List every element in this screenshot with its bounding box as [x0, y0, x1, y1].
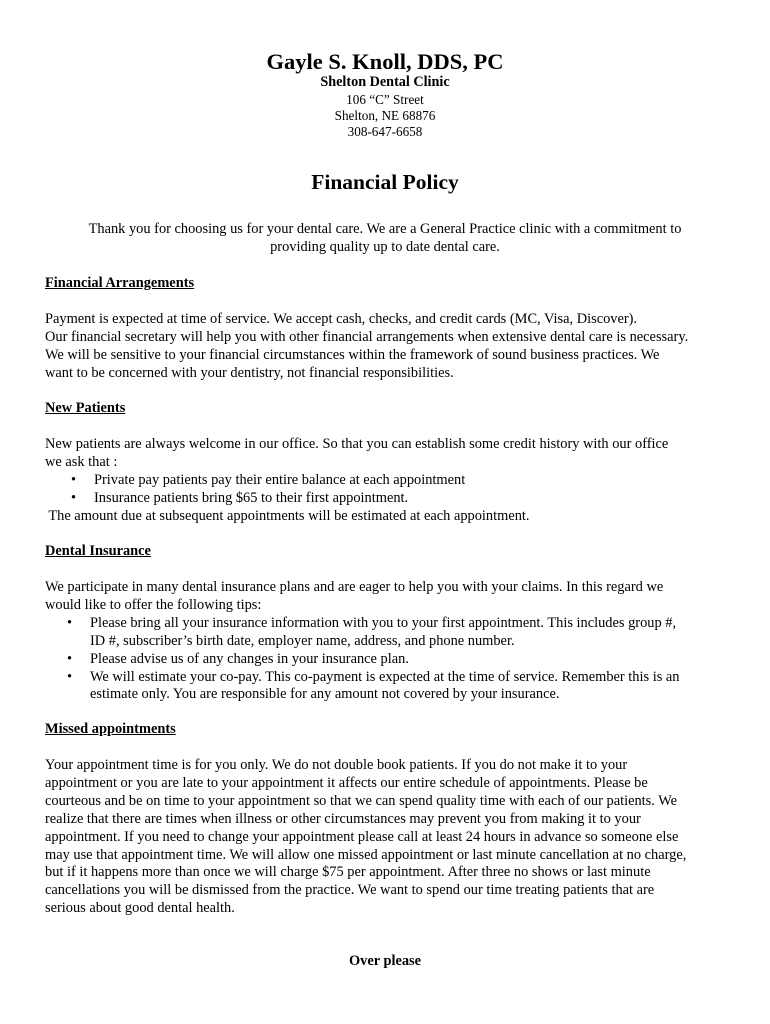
- paragraph-line: New patients are always welcome in our office. So that you can establish some credit history with our office: [45, 436, 669, 452]
- policy-title: Financial Policy: [311, 170, 459, 194]
- bullet-icon: •: [67, 668, 73, 685]
- clinic-name: Shelton Dental Clinic: [320, 74, 450, 90]
- paragraph-line: may use that appointment time. We will allow one missed appointment or last minute cancellation at no charge,: [45, 846, 687, 863]
- paragraph-line: want to be concerned with your dentistry, not financial responsibilities.: [45, 364, 454, 381]
- paragraph-line: We will be sensitive to your financial circumstances within the framework of sound business practices. We: [45, 346, 660, 363]
- city-address: Shelton, NE 68876: [334, 108, 436, 123]
- list-item: [45, 490, 735, 508]
- insurance-paragraph: [45, 579, 735, 704]
- list-item-text: ID #, subscriber’s birth date, employer name, address, and phone number.: [90, 632, 515, 649]
- bullet-icon: •: [71, 471, 77, 488]
- doctor-name: Gayle S. Knoll, DDS, PC: [266, 49, 504, 74]
- list-item: [45, 651, 735, 669]
- new-patients-paragraph: [45, 436, 735, 526]
- paragraph-line: would like to offer the following tips:: [45, 596, 262, 613]
- financial-paragraph: [45, 311, 735, 383]
- paragraph-line: Our financial secretary will help you with other financial arrangements when extensive dental care is necessary.: [45, 328, 689, 345]
- paragraph-line: cancellations you will be dismissed from the practice. We want to spend our time treating patients that are: [45, 882, 655, 899]
- paragraph-line: We participate in many dental insurance plans and are eager to help you with your claims. In this regard we: [45, 579, 664, 595]
- bullet-icon: •: [67, 614, 73, 631]
- list-item: [45, 472, 735, 490]
- missed-paragraph: [45, 757, 735, 918]
- list-item-text: Insurance patients bring $65 to their first appointment.: [94, 489, 409, 506]
- bullet-icon: •: [71, 489, 77, 506]
- list-item: [45, 615, 735, 651]
- street-address: 106 “C” Street: [346, 92, 424, 107]
- paragraph-line: serious about good dental health.: [45, 900, 235, 917]
- paragraph-line: appointment or you are late to your appointment it affects our entire schedule of appointments. Please be: [45, 774, 648, 791]
- list-item-text: Private pay patients pay their entire balance at each appointment: [94, 471, 466, 488]
- paragraph-line: courteous and be on time to your appointment so that we can spend quality time with each of our patients. We: [45, 792, 678, 809]
- list-item-text: Please advise us of any changes in your insurance plan.: [90, 650, 409, 667]
- list-item: [45, 669, 735, 705]
- list-item-text: Please bring all your insurance information with you to your first appointment. This includes group #,: [90, 614, 677, 631]
- section-heading-missed: Missed appointments: [45, 721, 176, 737]
- section-heading-financial: Financial Arrangements: [45, 275, 195, 291]
- list-item-text: We will estimate your co-pay. This co-payment is expected at the time of service. Remember this is an: [90, 668, 680, 685]
- intro-line: providing quality up to date dental care.: [270, 238, 500, 255]
- section-heading-insurance: Dental Insurance: [45, 543, 151, 559]
- section-heading-new-patients: New Patients: [45, 400, 126, 416]
- new-patients-list: [45, 472, 735, 508]
- bullet-icon: •: [67, 650, 73, 667]
- paragraph-line: Payment is expected at time of service. We accept cash, checks, and credit cards (MC, Visa, Discover).: [45, 311, 638, 327]
- intro-line: Thank you for choosing us for your dental care. We are a General Practice clinic with a commitment to: [88, 221, 682, 237]
- intro-paragraph: [60, 221, 710, 257]
- paragraph-line: appointment. If you need to change your appointment please call at least 24 hours in advance so someone else: [45, 828, 679, 845]
- phone-number: 308-647-6658: [347, 124, 423, 139]
- insurance-list: [45, 615, 735, 705]
- paragraph-line: realize that there are times when illness or other circumstances may prevent you from making it to your: [45, 810, 641, 827]
- list-item-text: estimate only. You are responsible for any amount not covered by your insurance.: [90, 686, 560, 703]
- over-please-note: Over please: [348, 953, 422, 969]
- paragraph-line: The amount due at subsequent appointments will be estimated at each appointment.: [45, 507, 530, 524]
- paragraph-line: Your appointment time is for you only. We do not double book patients. If you do not make it to your: [45, 757, 628, 773]
- paragraph-line: but if it happens more than once we will charge $75 per appointment. After three no shows or last minute: [45, 864, 651, 881]
- paragraph-line: we ask that :: [45, 453, 118, 470]
